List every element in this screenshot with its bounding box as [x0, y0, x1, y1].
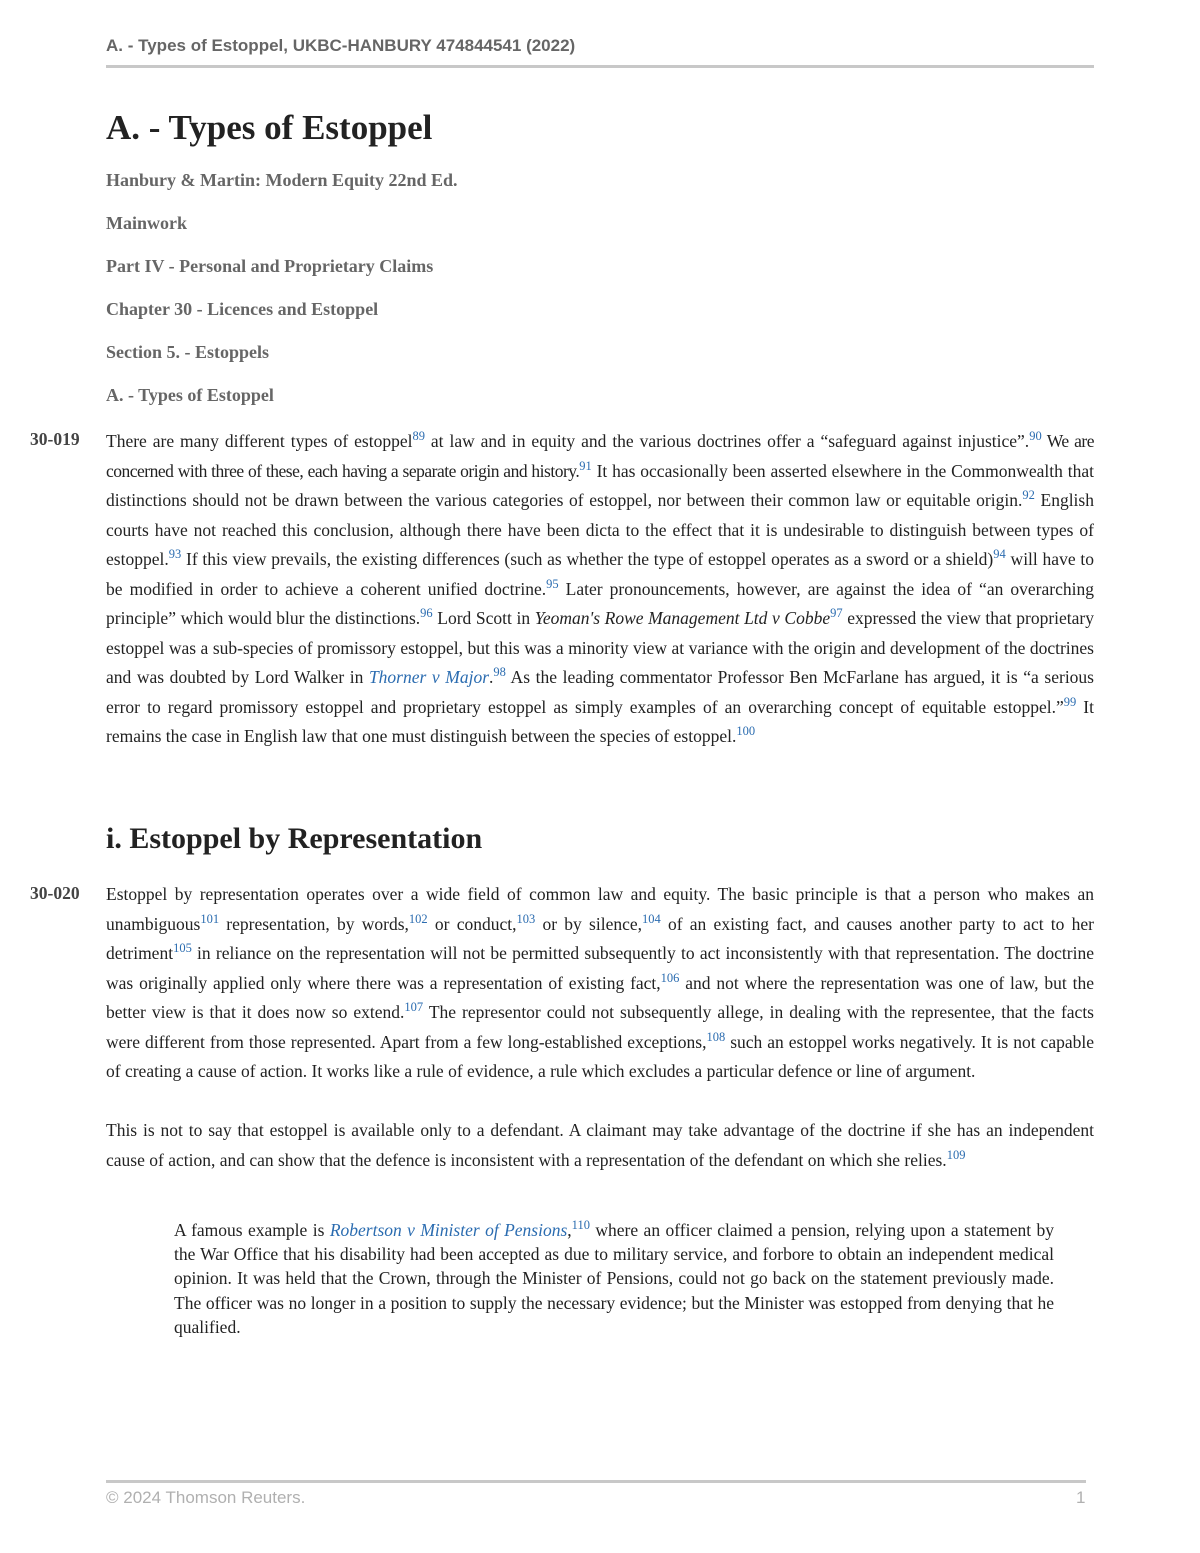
paragraph-number: 30-020	[30, 883, 80, 903]
footnote-ref[interactable]: 96	[420, 606, 433, 620]
text: representation, by words,	[219, 913, 409, 934]
text: where an officer claimed a pension, relying upon a statement by the War Office that his disability had been accepted as due to military service, and forbore to obtain an independent medical opinion. It was held that the Crown, through the Minister of Pensions, could not go back on the statement previously made. The officer was no longer in a position to supply the necessary evidence; but the Minister was estopped from denying that he qualified.	[174, 1220, 1055, 1337]
text: or conduct,	[427, 913, 517, 934]
text: This is not to say that estoppel is available only to a defendant. A claimant may take advantage of the doctrine if she has an independent cause of action, and can show that the defence is inconsistent with a representation of the defendant on which she relies.	[106, 1120, 1094, 1170]
text: .	[489, 667, 494, 687]
paragraph-30-019	[106, 427, 1094, 752]
footnote-ref[interactable]: 94	[993, 547, 1006, 561]
footnote-ref[interactable]: 109	[946, 1147, 966, 1162]
footnote-ref[interactable]: 89	[412, 429, 425, 443]
section-heading: i. Estoppel by Representation	[106, 822, 483, 855]
footnote-ref[interactable]: 105	[173, 941, 192, 955]
example-blockquote	[174, 1218, 1054, 1339]
breadcrumb-item-section: Section 5. - Estoppels	[106, 342, 270, 362]
breadcrumb-item-book: Hanbury & Martin: Modern Equity 22nd Ed.	[106, 170, 458, 190]
case-link-robertson-v-minister-of-pensions[interactable]: Robertson v Minister of Pensions	[329, 1220, 568, 1240]
text: As the leading commentator Professor Ben McFarlane has argued, it is “a serious error to regard promissory estoppel and proprietary estoppel as simply examples of an overarching concept of equitable estoppel.”	[106, 667, 1094, 717]
text: A famous example is	[174, 1220, 330, 1240]
text: Estoppel by representation operates over a wide field of common law and equity. The basic principle is that a person who makes an unambiguous	[106, 884, 1094, 934]
text: Lord Scott in	[432, 608, 535, 628]
footnote-ref[interactable]: 106	[660, 970, 680, 985]
footnote-ref[interactable]: 90	[1029, 429, 1042, 443]
footnote-ref[interactable]: 110	[571, 1218, 590, 1232]
footnote-ref[interactable]: 92	[1022, 488, 1035, 502]
footnote-ref[interactable]: 91	[579, 458, 592, 473]
footnote-ref[interactable]: 102	[408, 911, 428, 926]
footnote-ref[interactable]: 107	[404, 1000, 424, 1014]
text: English courts have not reached this conclusion, although there have been dicta to the effect that it is undesirable to distinguish between types of estoppel.	[106, 490, 1094, 569]
text: such an estoppel works negatively. It is not capable of creating a cause of action. It works like a rule of evidence, a rule which excludes a particular defence or line of argument.	[106, 1031, 1094, 1081]
text: It has occasionally been asserted elsewhere in the Commonwealth that distinctions should not be drawn between the various categories of estoppel, nor between their common law or equitable origin.	[106, 460, 1094, 510]
text: If this view prevails, the existing differences (such as whether the type of estoppel operates as a sword or a shield)	[181, 549, 994, 569]
case-link-thorner-v-major[interactable]: Thorner v Major	[368, 667, 490, 687]
footnote-ref[interactable]: 93	[168, 547, 182, 561]
footer-divider	[106, 1480, 1086, 1483]
text: The representor could not subsequently allege, in dealing with the representee, that the facts were different from those represented. Apart from a few long-established exceptions,	[106, 1002, 1094, 1052]
footnote-ref[interactable]: 97	[830, 606, 843, 620]
breadcrumb-item-chapter: Chapter 30 - Licences and Estoppel	[106, 299, 379, 319]
footnote-ref[interactable]: 95	[546, 576, 559, 591]
text: We are concerned with three of these, each having a separate origin and history.	[106, 431, 1094, 481]
running-header: A. - Types of Estoppel, UKBC-HANBURY 474844541 (2022)	[106, 36, 1094, 68]
breadcrumb-item-mainwork: Mainwork	[106, 213, 187, 233]
footnote-ref[interactable]: 100	[736, 724, 756, 738]
text: of an existing fact, and causes another party to act to her detriment	[106, 913, 1094, 963]
copyright-notice: © 2024 Thomson Reuters.	[106, 1488, 306, 1507]
text: will have to be modified in order to achieve a coherent unified doctrine.	[106, 549, 1094, 599]
footnote-ref[interactable]: 99	[1063, 694, 1077, 709]
document-title: A. - Types of Estoppel	[106, 108, 433, 147]
case-name: Yeoman's Rowe Management Ltd v Cobbe	[534, 608, 831, 628]
text: at law and in equity and the various doctrines offer a “safeguard against injustice”.	[424, 431, 1030, 451]
breadcrumb-item-subsection: A. - Types of Estoppel	[106, 385, 274, 405]
paragraph-30-020	[106, 880, 1094, 1087]
footnote-ref[interactable]: 98	[493, 665, 506, 679]
footnote-ref[interactable]: 104	[642, 911, 661, 926]
text: expressed the view that proprietary estoppel was a sub-species of promissory estoppel, but this was a minority view at variance with the origin and development of the doctrines and was doubted by Lord Walker in	[106, 608, 1094, 687]
text: and not where the representation was one of law, but the better view is that it does now so extend.	[106, 972, 1094, 1022]
text: There are many different types of estoppel	[106, 431, 413, 451]
breadcrumb	[106, 168, 458, 426]
page-number: 1	[1076, 1488, 1086, 1507]
text: or by silence,	[535, 913, 642, 934]
breadcrumb-item-part: Part IV - Personal and Proprietary Claims	[106, 256, 434, 276]
footnote-ref[interactable]: 103	[516, 911, 536, 926]
paragraph-continuation	[106, 1116, 1094, 1175]
footnote-ref[interactable]: 108	[706, 1029, 726, 1044]
text: Later pronouncements, however, are against the idea of “an overarching principle” which would blur the distinctions.	[106, 578, 1094, 628]
text: It remains the case in English law that one must distinguish between the species of estoppel.	[106, 696, 1094, 746]
text: ,	[567, 1220, 572, 1240]
text: in reliance on the representation will not be permitted subsequently to act inconsistently with that representation. The doctrine was originally applied only where there was a representation of existing fact,	[106, 943, 1094, 993]
paragraph-number: 30-019	[30, 429, 80, 449]
footnote-ref[interactable]: 101	[200, 911, 220, 926]
